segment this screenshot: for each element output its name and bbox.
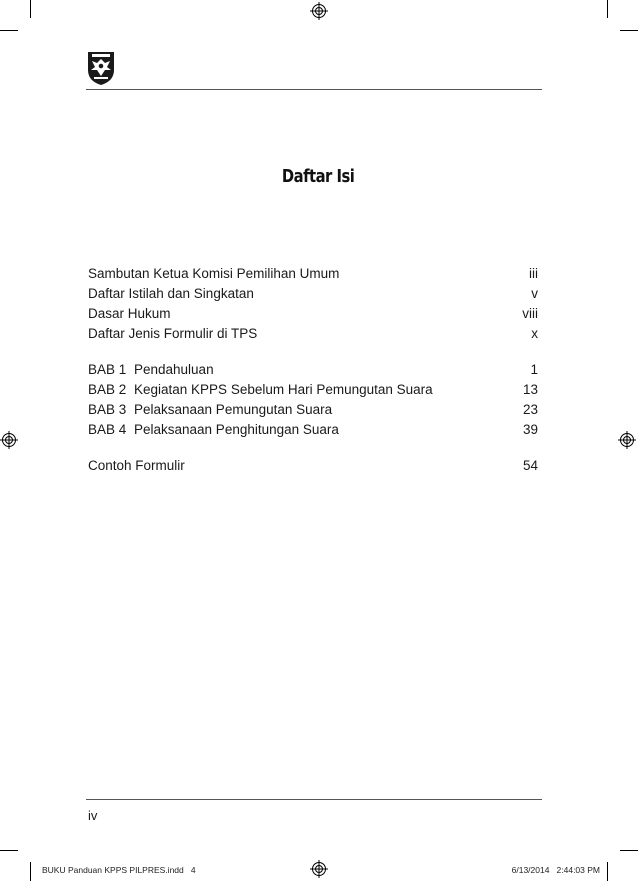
- registration-mark-icon: [618, 431, 636, 449]
- crop-mark-top-left-v: [30, 0, 31, 18]
- registration-mark-icon: [310, 2, 328, 20]
- toc-entry[interactable]: [88, 400, 538, 420]
- toc-entry[interactable]: [88, 324, 538, 344]
- toc-entry[interactable]: [88, 304, 538, 324]
- crop-mark-top-left-h: [0, 30, 18, 31]
- toc-entry-label: Pendahuluan: [134, 362, 214, 377]
- toc-entry[interactable]: [88, 420, 538, 440]
- toc-entry-label: Sambutan Ketua Komisi Pemilihan Umum: [88, 266, 340, 281]
- toc-entry-page: 13: [522, 382, 538, 397]
- toc-entry[interactable]: [88, 284, 538, 304]
- crop-mark-bottom-right-h: [620, 850, 638, 851]
- slug-file-name: BUKU Panduan KPPS PILPRES.indd 4: [42, 865, 196, 875]
- crop-mark-bottom-left-v: [30, 862, 31, 881]
- toc-entry-page: 23: [522, 402, 538, 417]
- toc-entry-page: 39: [522, 422, 538, 437]
- crop-mark-top-right-v: [607, 0, 608, 18]
- toc-entry[interactable]: [88, 380, 538, 400]
- footer-rule: [86, 799, 542, 800]
- toc-entry-label: Kegiatan KPPS Sebelum Hari Pemungutan Suara: [134, 382, 433, 397]
- toc-entry[interactable]: [88, 360, 538, 380]
- toc-entry-page: 1: [530, 362, 538, 377]
- crop-mark-bottom-right-v: [607, 862, 608, 881]
- page-number: iv: [88, 808, 98, 823]
- toc-entry-page: iii: [529, 266, 538, 281]
- toc-entry-label: Daftar Jenis Formulir di TPS: [88, 326, 258, 341]
- registration-mark-icon: [310, 860, 328, 878]
- slug-date: 6/13/2014 2:44:03 PM: [511, 865, 600, 875]
- kpu-eagle-emblem-icon: [86, 48, 116, 86]
- crop-mark-top-right-h: [620, 30, 638, 31]
- registration-mark-icon: [0, 431, 18, 449]
- toc-entry-page: viii: [522, 306, 538, 321]
- toc-entry-page: v: [531, 286, 538, 301]
- toc-entry-label: Pelaksanaan Pemungutan Suara: [134, 402, 333, 417]
- toc-entry[interactable]: [88, 456, 538, 476]
- page-title: Daftar Isi: [281, 166, 355, 187]
- toc-entry-chapter: BAB 4: [88, 422, 127, 437]
- toc-entry[interactable]: [88, 264, 538, 284]
- crop-mark-bottom-left-h: [0, 850, 18, 851]
- toc-entry-label: Daftar Istilah dan Singkatan: [88, 286, 254, 301]
- toc-entry-page: x: [531, 326, 538, 341]
- toc-entry-label: Contoh Formulir: [88, 458, 185, 473]
- toc-entry-chapter: BAB 2: [88, 382, 127, 397]
- toc-entry-label: Pelaksanaan Penghitungan Suara: [134, 422, 339, 437]
- toc-entry-chapter: BAB 3: [88, 402, 127, 417]
- toc-entry-label: Dasar Hukum: [88, 306, 171, 321]
- toc-entry-chapter: BAB 1: [88, 362, 127, 377]
- toc-entry-page: 54: [522, 458, 538, 473]
- header-rule: [86, 89, 542, 90]
